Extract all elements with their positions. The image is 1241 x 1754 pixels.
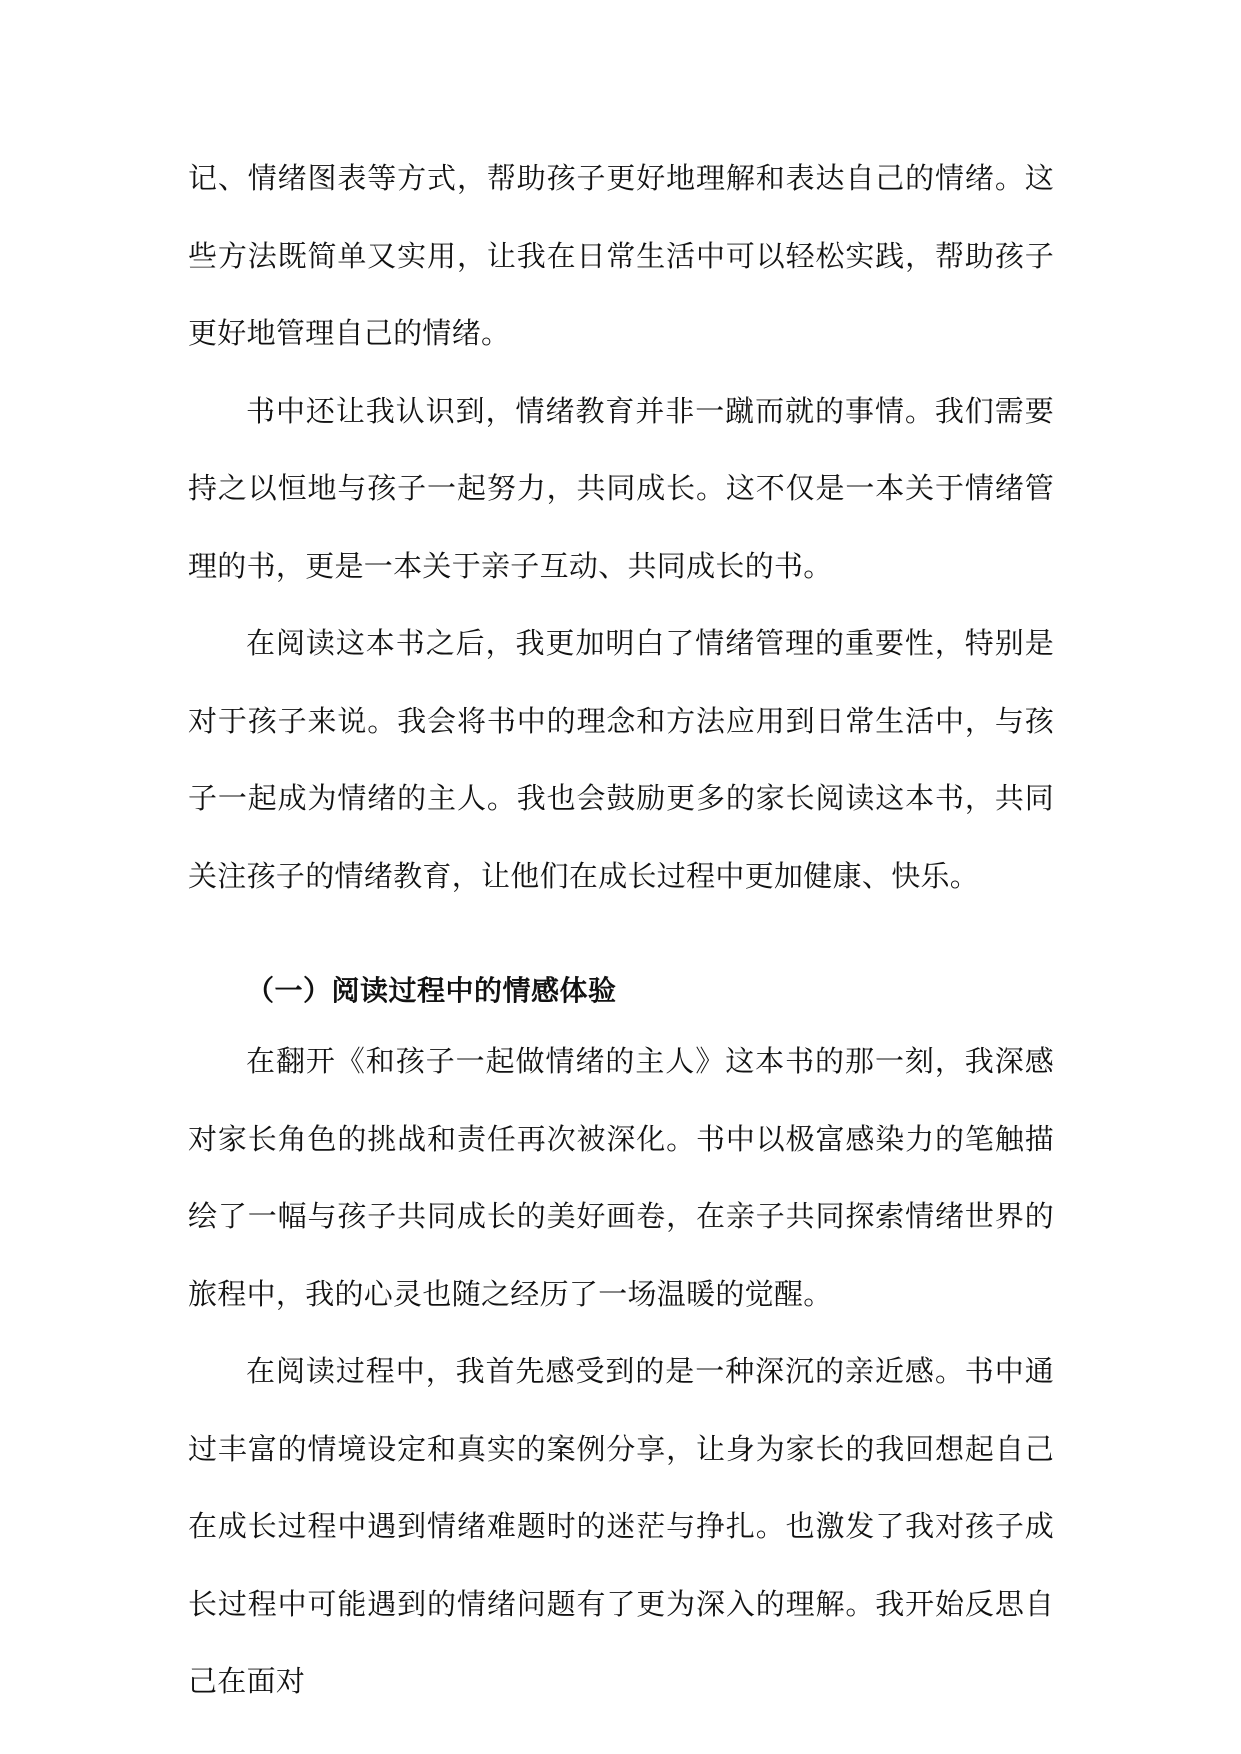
document-body (188, 140, 1054, 1721)
section-heading: （一）阅读过程中的情感体验 (246, 974, 617, 1007)
paragraph-1: 记、情绪图表等方式，帮助孩子更好地理解和表达自己的情绪。这些方法既简单又实用，让我在日常生活中可以轻松实践，帮助孩子更好地管理自己的情绪。 (188, 161, 1054, 350)
section-gap (188, 915, 1054, 937)
paragraph-5: 在阅读过程中，我首先感受到的是一种深沉的亲近感。书中通过丰富的情境设定和真实的案例分享，让身为家长的我回想起自己在成长过程中遇到情绪难题时的迷茫与挣扎。也激发了我对孩子成长过程中可能遇到的情绪问题有了更为深入的理解。我开始反思自己在面对 (188, 1354, 1054, 1698)
paragraph-3: 在阅读这本书之后，我更加明白了情绪管理的重要性，特别是对于孩子来说。我会将书中的理念和方法应用到日常生活中，与孩子一起成为情绪的主人。我也会鼓励更多的家长阅读这本书，共同关注孩子的情绪教育，让他们在成长过程中更加健康、快乐。 (188, 626, 1054, 893)
paragraph-2: 书中还让我认识到，情绪教育并非一蹴而就的事情。我们需要持之以恒地与孩子一起努力，共同成长。这不仅是一本关于情绪管理的书，更是一本关于亲子互动、共同成长的书。 (188, 393, 1054, 583)
paragraph-4: 在翻开《和孩子一起做情绪的主人》这本书的那一刻，我深感对家长角色的挑战和责任再次被深化。书中以极富感染力的笔触描绘了一幅与孩子共同成长的美好画卷，在亲子共同探索情绪世界的旅程中，我的心灵也随之经历了一场温暖的觉醒。 (188, 1044, 1054, 1311)
